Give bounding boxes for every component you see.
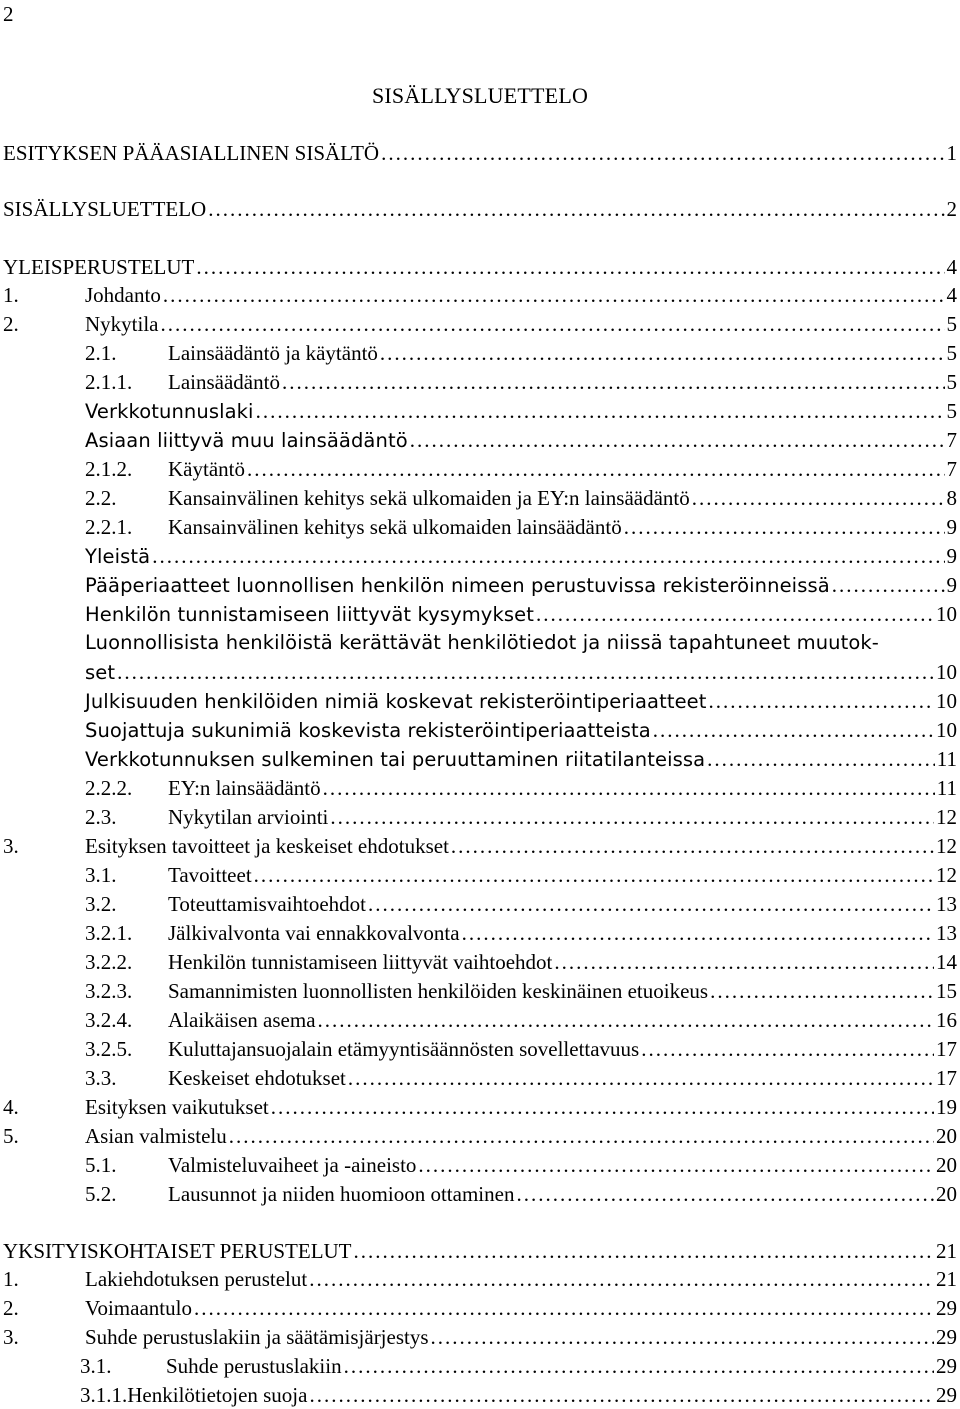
dot-leader bbox=[641, 1036, 934, 1062]
dot-leader bbox=[256, 398, 945, 424]
toc-entry-title: Henkilön tunnistamiseen liittyvät kysymykset bbox=[85, 603, 534, 626]
toc-entry-title: Nykytila bbox=[85, 312, 159, 336]
dot-leader bbox=[380, 340, 945, 366]
toc-entry-number: 2. bbox=[3, 1296, 19, 1320]
toc-entry[interactable] bbox=[0, 978, 957, 1004]
toc-entry-number: 2.2.1. bbox=[85, 515, 133, 539]
toc-entry[interactable] bbox=[0, 1353, 957, 1379]
dot-leader bbox=[161, 311, 945, 337]
dot-leader bbox=[344, 1353, 934, 1379]
toc-entry-page: 15 bbox=[936, 979, 957, 1003]
toc-entry-page: 29 bbox=[936, 1354, 957, 1378]
dot-leader bbox=[462, 920, 934, 946]
toc-entry-number: 3.3. bbox=[85, 1066, 117, 1090]
toc-entry-page: 13 bbox=[936, 892, 957, 916]
dot-leader bbox=[431, 1324, 934, 1350]
dot-leader bbox=[247, 456, 945, 482]
toc-entry-title: YKSITYISKOHTAISET PERUSTELUT bbox=[3, 1239, 352, 1263]
toc-entry[interactable] bbox=[0, 920, 957, 946]
toc-entry[interactable] bbox=[0, 456, 957, 482]
toc-entry-page: 12 bbox=[936, 834, 957, 858]
toc-entry-title: Alaikäisen asema bbox=[168, 1008, 316, 1032]
toc-entry-title: Henkilötietojen suoja bbox=[127, 1383, 308, 1407]
toc-entry-title: EY:n lainsäädäntö bbox=[168, 776, 321, 800]
toc-entry-title: Lainsäädäntö bbox=[168, 370, 280, 394]
toc-entry-page: 4 bbox=[946, 255, 957, 279]
toc-entry-number: 3.1. bbox=[80, 1354, 112, 1378]
toc-entry[interactable] bbox=[0, 543, 957, 569]
toc-entry-page: 17 bbox=[936, 1066, 957, 1090]
dot-leader bbox=[208, 196, 944, 222]
toc-entry-title: Valmisteluvaiheet ja -aineisto bbox=[168, 1153, 417, 1177]
dot-leader bbox=[707, 746, 935, 772]
toc-entry-title: Julkisuuden henkilöiden nimiä koskevat rekisteröintiperiaatteet bbox=[85, 690, 707, 713]
toc-entry-number: 4. bbox=[3, 1095, 19, 1119]
dot-leader bbox=[624, 514, 945, 540]
toc-entry-title: Asian valmistelu bbox=[85, 1124, 227, 1148]
toc-entry-number: 5. bbox=[3, 1124, 19, 1148]
toc-entry-page: 10 bbox=[936, 718, 957, 742]
toc-entry-number: 2.1.1. bbox=[85, 370, 133, 394]
toc-entry-title: YLEISPERUSTELUT bbox=[3, 255, 195, 279]
dot-leader bbox=[418, 1152, 934, 1178]
toc-entry[interactable] bbox=[0, 196, 957, 222]
toc-entry-title: Samannimisten luonnollisten henkilöiden keskinäinen etuoikeus bbox=[168, 979, 709, 1003]
toc-entry-page: 12 bbox=[936, 805, 957, 829]
toc-entry-title: Pääperiaatteet luonnollisen henkilön nimeen perustuvissa rekisteröinneissä bbox=[85, 574, 830, 597]
toc-entry-page: 9 bbox=[946, 544, 957, 568]
toc-entry[interactable] bbox=[0, 572, 957, 598]
toc-entry[interactable] bbox=[0, 140, 957, 166]
toc-entry[interactable] bbox=[0, 804, 957, 830]
toc-entry-title: SISÄLLYSLUETTELO bbox=[3, 197, 207, 221]
toc-entry[interactable] bbox=[0, 1382, 957, 1408]
toc-entry[interactable] bbox=[0, 1181, 957, 1207]
toc-entry-title: Asiaan liittyvä muu lainsäädäntö bbox=[85, 429, 408, 452]
toc-entry-number: 3.1.1. bbox=[80, 1383, 128, 1407]
toc-entry-title: ESITYKSEN PÄÄASIALLINEN SISÄLTÖ bbox=[3, 141, 380, 165]
toc-entry-page: 9 bbox=[946, 515, 957, 539]
toc-entry-page: 29 bbox=[936, 1383, 957, 1407]
dot-leader bbox=[653, 717, 934, 743]
toc-entry-number: 3.2.3. bbox=[85, 979, 133, 1003]
dot-leader bbox=[832, 572, 945, 598]
toc-entry-title: Esityksen vaikutukset bbox=[85, 1095, 269, 1119]
toc-entry[interactable] bbox=[0, 398, 957, 424]
toc-entry-number: 3.2.1. bbox=[85, 921, 133, 945]
dot-leader bbox=[271, 1094, 934, 1120]
toc-entry[interactable] bbox=[0, 862, 957, 888]
toc-entry-number: 5.2. bbox=[85, 1182, 117, 1206]
toc-entry-page: 5 bbox=[946, 312, 957, 336]
dot-leader bbox=[692, 485, 945, 511]
toc-entry-page: 7 bbox=[946, 457, 957, 481]
toc-entry-number: 2.1.2. bbox=[85, 457, 133, 481]
toc-entry-page: 14 bbox=[936, 950, 957, 974]
toc-entry[interactable] bbox=[0, 601, 957, 627]
toc-entry-title: Luonnollisista henkilöistä kerättävät henkilötiedot ja niissä tapahtuneet muutok- bbox=[85, 631, 879, 654]
toc-entry-page: 7 bbox=[946, 428, 957, 452]
toc-entry-page: 13 bbox=[936, 921, 957, 945]
toc-entry-page: 20 bbox=[936, 1153, 957, 1177]
toc-entry[interactable] bbox=[0, 659, 957, 685]
toc-entry-page: 12 bbox=[936, 863, 957, 887]
toc-entry-number: 2.1. bbox=[85, 341, 117, 365]
toc-entry-number: 2. bbox=[3, 312, 19, 336]
toc-entry-title: set bbox=[85, 661, 116, 684]
dot-leader bbox=[381, 140, 944, 166]
toc-entry-page: 21 bbox=[936, 1267, 957, 1291]
toc-entry-title: Verkkotunnuksen sulkeminen tai peruuttaminen riitatilanteissa bbox=[85, 748, 706, 771]
toc-entry-page: 11 bbox=[936, 776, 957, 800]
toc-entry-title: Yleistä bbox=[85, 545, 151, 568]
dot-leader bbox=[710, 978, 934, 1004]
toc-entry-page: 29 bbox=[936, 1325, 957, 1349]
toc-entry[interactable] bbox=[0, 746, 957, 772]
toc-entry[interactable] bbox=[0, 311, 957, 337]
toc-entry-page: 5 bbox=[946, 399, 957, 423]
toc-entry-number: 3. bbox=[3, 834, 19, 858]
toc-entry-title: Kansainvälinen kehitys sekä ulkomaiden lainsäädäntö bbox=[168, 515, 622, 539]
toc-entry[interactable] bbox=[0, 369, 957, 395]
dot-leader bbox=[196, 254, 944, 280]
toc-entry-page: 8 bbox=[946, 486, 957, 510]
toc-entry[interactable] bbox=[0, 833, 957, 859]
toc-entry[interactable] bbox=[0, 717, 957, 743]
toc-entry-number: 1. bbox=[3, 1267, 19, 1291]
toc-entry[interactable] bbox=[0, 775, 957, 801]
toc-entry-page: 11 bbox=[936, 747, 957, 771]
dot-leader bbox=[163, 282, 945, 308]
toc-entry-title: Esityksen tavoitteet ja keskeiset ehdotukset bbox=[85, 834, 449, 858]
toc-entry[interactable] bbox=[0, 254, 957, 280]
toc-entry-page: 4 bbox=[946, 283, 957, 307]
toc-entry[interactable] bbox=[0, 630, 957, 656]
toc-entry-title: Nykytilan arviointi bbox=[168, 805, 329, 829]
toc-entry-number: 3.2. bbox=[85, 892, 117, 916]
toc-entry-page: 20 bbox=[936, 1124, 957, 1148]
toc-entry-title: Käytäntö bbox=[168, 457, 245, 481]
toc-entry-title: Suojattuja sukunimiä koskevista rekisteröintiperiaatteista bbox=[85, 719, 651, 742]
toc-entry[interactable] bbox=[0, 1152, 957, 1178]
toc-entry-number: 5.1. bbox=[85, 1153, 117, 1177]
dot-leader bbox=[318, 1007, 934, 1033]
toc-entry[interactable] bbox=[0, 340, 957, 366]
toc-entry-page: 20 bbox=[936, 1182, 957, 1206]
toc-entry-title: Johdanto bbox=[85, 283, 161, 307]
toc-entry-page: 5 bbox=[946, 370, 957, 394]
toc-heading: SISÄLLYSLUETTELO bbox=[371, 83, 589, 108]
toc-entry-number: 3.2.2. bbox=[85, 950, 133, 974]
toc-entry-number: 3.2.5. bbox=[85, 1037, 133, 1061]
toc-entry-page: 16 bbox=[936, 1008, 957, 1032]
dot-leader bbox=[348, 1065, 934, 1091]
dot-leader bbox=[194, 1295, 934, 1321]
toc-entry-number: 3.1. bbox=[85, 863, 117, 887]
dot-leader bbox=[554, 949, 934, 975]
toc-entry-number: 3.2.4. bbox=[85, 1008, 133, 1032]
toc-entry-number: 1. bbox=[3, 283, 19, 307]
dot-leader bbox=[309, 1266, 934, 1292]
dot-leader bbox=[330, 804, 934, 830]
toc-entry[interactable] bbox=[0, 1123, 957, 1149]
toc-entry[interactable] bbox=[0, 282, 957, 308]
toc-entry-title: Henkilön tunnistamiseen liittyvät vaihtoehdot bbox=[168, 950, 553, 974]
dot-leader bbox=[229, 1123, 934, 1149]
dot-leader bbox=[152, 543, 944, 569]
toc-entry-title: Jälkivalvonta vai ennakkovalvonta bbox=[168, 921, 460, 945]
dot-leader bbox=[282, 369, 945, 395]
toc-entry-page: 5 bbox=[946, 341, 957, 365]
dot-leader bbox=[536, 601, 934, 627]
toc-entry[interactable] bbox=[0, 1295, 957, 1321]
toc-entry[interactable] bbox=[0, 1065, 957, 1091]
toc-entry-page: 2 bbox=[946, 197, 957, 221]
dot-leader bbox=[117, 659, 934, 685]
toc-entry-title: Verkkotunnuslaki bbox=[85, 400, 254, 423]
toc-entry[interactable] bbox=[0, 485, 957, 511]
toc-entry-title: Suhde perustuslakiin bbox=[166, 1354, 342, 1378]
toc-entry-page: 19 bbox=[936, 1095, 957, 1119]
toc-entry[interactable] bbox=[0, 688, 957, 714]
dot-leader bbox=[254, 862, 934, 888]
page-number: 2 bbox=[3, 2, 14, 26]
toc-entry[interactable] bbox=[0, 1007, 957, 1033]
dot-leader bbox=[516, 1181, 934, 1207]
toc-entry-number: 3. bbox=[3, 1325, 19, 1349]
toc-entry[interactable] bbox=[0, 891, 957, 917]
toc-entry-title: Tavoitteet bbox=[168, 863, 252, 887]
toc-entry-title: Kansainvälinen kehitys sekä ulkomaiden ja EY:n lainsäädäntö bbox=[168, 486, 690, 510]
toc-entry[interactable] bbox=[0, 1324, 957, 1350]
dot-leader bbox=[709, 688, 934, 714]
toc-entry-title: Keskeiset ehdotukset bbox=[168, 1066, 346, 1090]
toc-entry[interactable] bbox=[0, 1036, 957, 1062]
toc-entry[interactable] bbox=[0, 427, 957, 453]
toc-entry-number: 2.3. bbox=[85, 805, 117, 829]
toc-entry-title: Toteuttamisvaihtoehdot bbox=[168, 892, 366, 916]
toc-entry-title: Lakiehdotuksen perustelut bbox=[85, 1267, 308, 1291]
toc-entry-page: 29 bbox=[936, 1296, 957, 1320]
dot-leader bbox=[309, 1382, 934, 1408]
toc-entry[interactable] bbox=[0, 1094, 957, 1120]
toc-entry[interactable] bbox=[0, 514, 957, 540]
toc-entry[interactable] bbox=[0, 1238, 957, 1264]
toc-entry-page: 10 bbox=[936, 689, 957, 713]
toc-entry-page: 1 bbox=[946, 141, 957, 165]
toc-entry-title: Voimaantulo bbox=[85, 1296, 192, 1320]
toc-entry-title: Kuluttajansuojalain etämyyntisäännösten sovellettavuus bbox=[168, 1037, 640, 1061]
toc-entry-number: 2.2. bbox=[85, 486, 117, 510]
dot-leader bbox=[410, 427, 945, 453]
toc-entry-page: 10 bbox=[936, 602, 957, 626]
toc-entry-page: 17 bbox=[936, 1037, 957, 1061]
toc-entry-page: 21 bbox=[936, 1239, 957, 1263]
dot-leader bbox=[368, 891, 934, 917]
dot-leader bbox=[451, 833, 934, 859]
toc-entry-page: 10 bbox=[936, 660, 957, 684]
toc-entry-title: Suhde perustuslakiin ja säätämisjärjestys bbox=[85, 1325, 429, 1349]
toc-entry-page: 9 bbox=[946, 573, 957, 597]
toc-entry-title: Lainsäädäntö ja käytäntö bbox=[168, 341, 378, 365]
toc-entry-title: Lausunnot ja niiden huomioon ottaminen bbox=[168, 1182, 515, 1206]
toc-entry[interactable] bbox=[0, 949, 957, 975]
dot-leader bbox=[323, 775, 935, 801]
toc-entry-number: 2.2.2. bbox=[85, 776, 133, 800]
dot-leader bbox=[354, 1238, 934, 1264]
toc-entry[interactable] bbox=[0, 1266, 957, 1292]
